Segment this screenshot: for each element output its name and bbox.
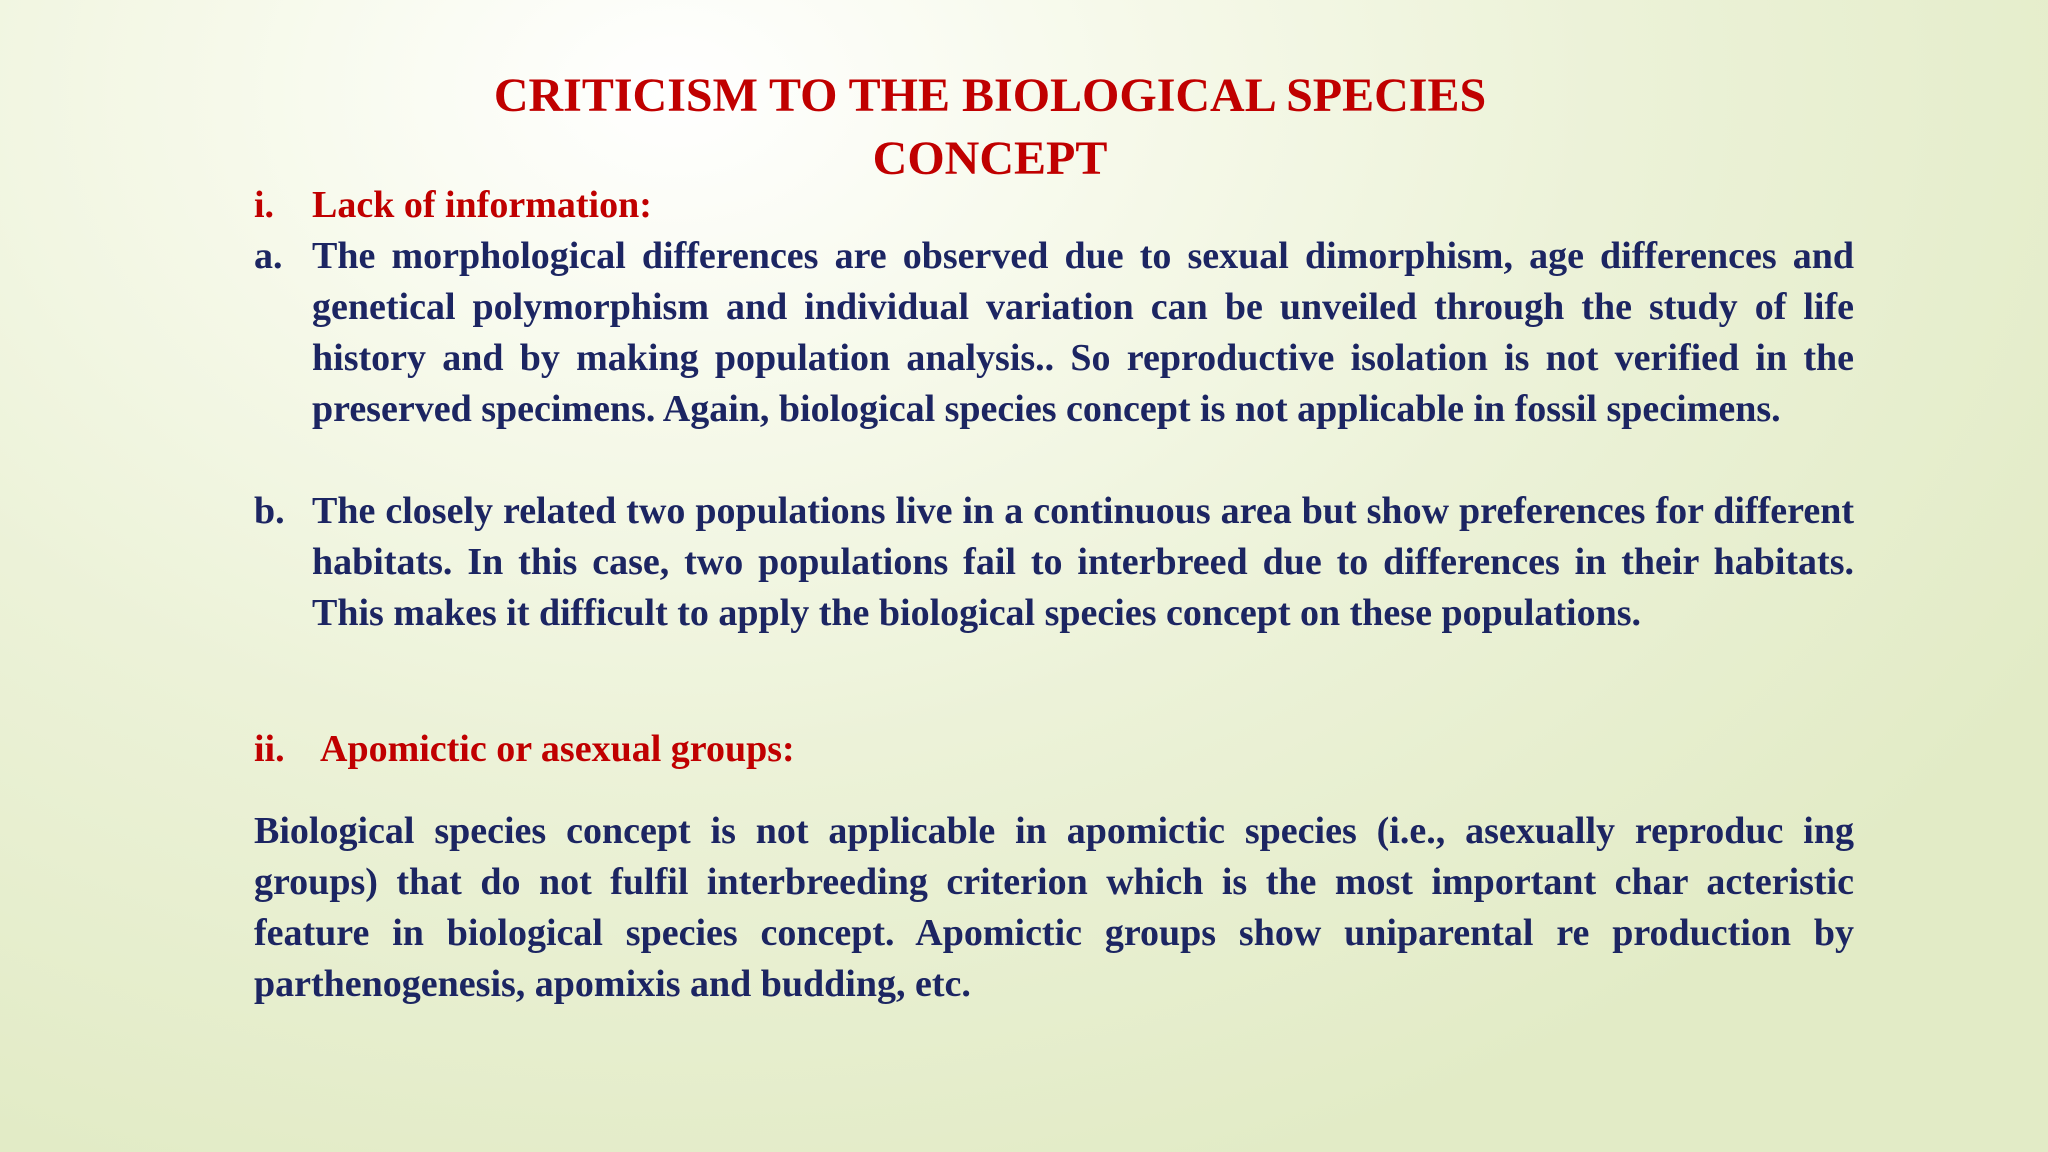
slide-title — [330, 64, 1650, 190]
list-item-marker: a. — [254, 235, 283, 277]
slide-title-line-1: CRITICISM TO THE BIOLOGICAL SPECIES — [493, 69, 1487, 122]
slide-title-line-2: CONCEPT — [872, 132, 1108, 185]
list-item-b — [254, 486, 1854, 690]
list-item-text: The morphological differences are observed due to sexual dimorphism, age differences and genetical polymorphism and individual variation can be unveiled through the study of life history and by making population analysis.. So reproductive isolation is not verified in the preserved specimens. Again, biological species concept is not applicable in fossil specimens. — [312, 235, 1854, 430]
list-item-marker: b. — [254, 490, 285, 532]
section-heading-text: Lack of information: — [312, 184, 652, 226]
list-item-text: The closely related two populations live in a continuous area but show preferences for different habitats. In this case, two populations fail to interbreed due to differences in their habitats. This makes it difficult to apply the biological species concept on these populations. — [312, 490, 1854, 634]
list-item-a — [254, 231, 1854, 486]
section-heading-text: Apomictic or asexual groups: — [320, 728, 795, 770]
section-paragraph: Biological species concept is not applicable in apomictic species (i.e., asexually reproduc ing groups) that do not fulfil interbreeding criterion which is the most important char acteristic feature in biological species concept. Apomictic groups show uniparental re production by parthenogenesis, apomixis and budding, etc. — [254, 810, 1854, 1005]
section-marker: ii. — [254, 728, 285, 770]
section-marker: i. — [254, 184, 275, 226]
